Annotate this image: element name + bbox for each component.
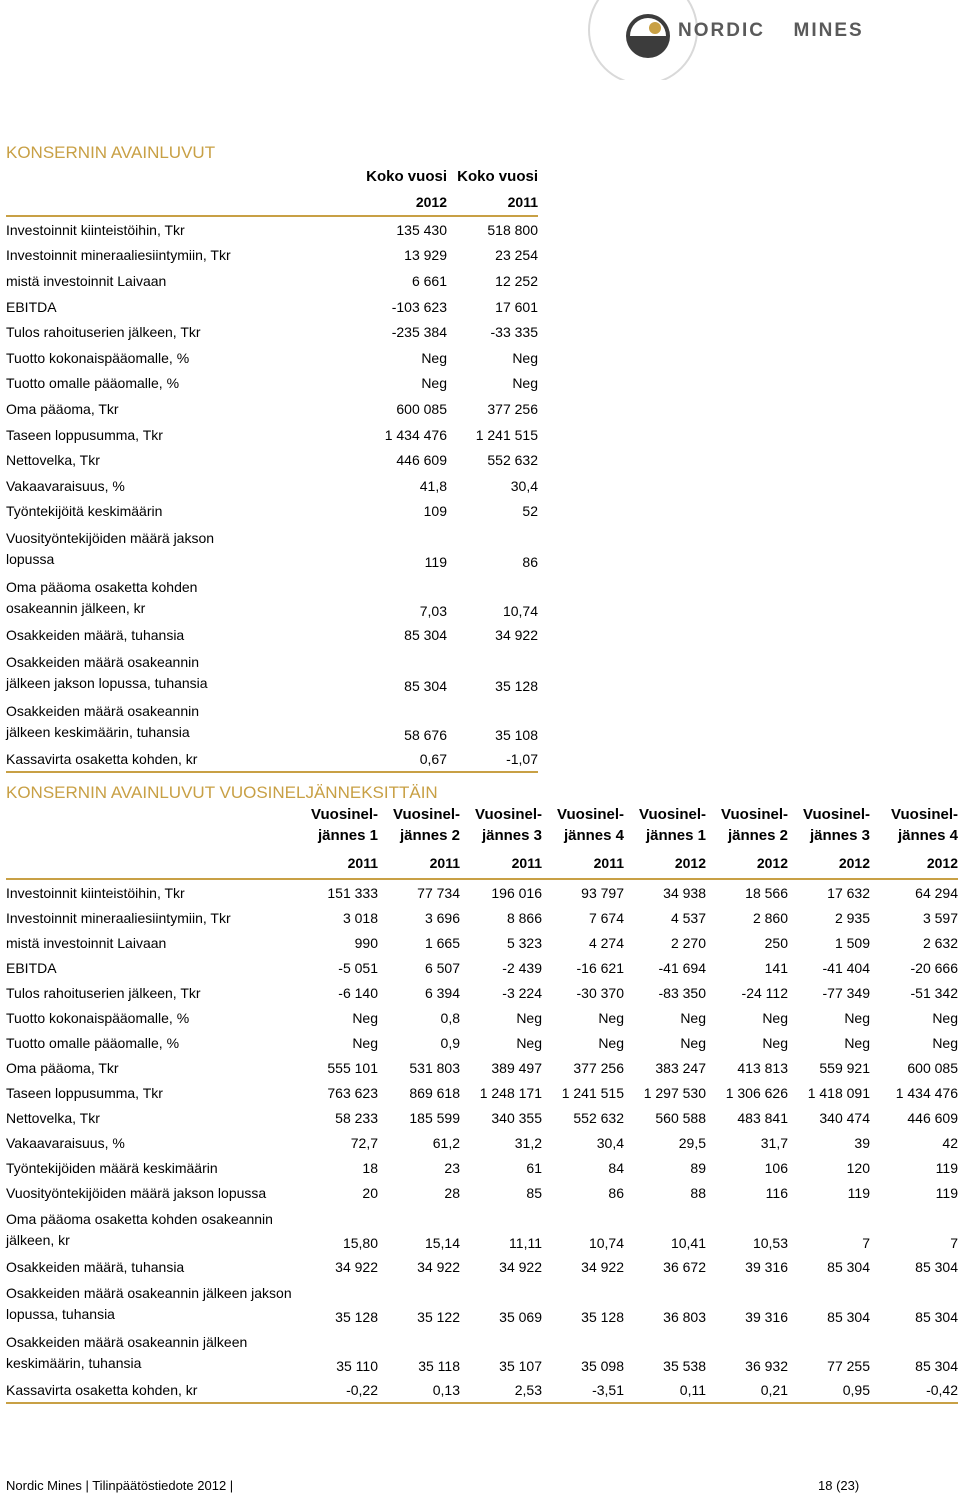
row-label: Osakkeiden määrä osakeannin jälkeen keskimäärin, tuhansia (6, 1334, 248, 1371)
cell-value: 86 (608, 1184, 624, 1201)
cell-value: Neg (598, 1034, 624, 1051)
cell-value: -51 342 (910, 984, 958, 1001)
cell-value: 7 (950, 1235, 958, 1251)
cell-value: 1 241 515 (561, 1084, 624, 1101)
cell-value: Neg (762, 1009, 788, 1026)
cell-value: 446 609 (907, 1109, 958, 1126)
table-row (6, 268, 538, 294)
col-header-year: 2011 (306, 848, 378, 879)
annual-key-figures-table (6, 163, 538, 773)
col-header-line1: Vuosinel- (721, 806, 788, 823)
table-row (6, 746, 538, 773)
row-label: Investoinnit kiinteistöihin, Tkr (6, 884, 185, 901)
cell-value: 29,5 (678, 1134, 706, 1151)
cell-value: 1 509 (834, 934, 870, 951)
cell-value: 17 601 (495, 298, 538, 315)
cell-value: 1 434 476 (384, 426, 447, 443)
row-label: Nettovelka, Tkr (6, 1109, 100, 1126)
col-header-year: 2012 (788, 848, 870, 879)
row-label: Oma pääoma osaketta kohden osakeannin jälkeen, kr (6, 1211, 273, 1248)
table-row (6, 1180, 958, 1205)
cell-value: -16 621 (576, 959, 624, 976)
row-label: Osakkeiden määrä osakeannin jälkeen keskimäärin, tuhansia (6, 702, 200, 740)
table-row (6, 1105, 958, 1130)
col-header-line1: Vuosinel- (557, 806, 624, 823)
cell-value: 8 866 (506, 909, 542, 926)
row-label: Kassavirta osaketta kohden, kr (6, 750, 198, 767)
col-header-year: 2011 (447, 189, 538, 216)
col-header-line2: jännes 2 (727, 827, 788, 844)
row-label: Vakaavaraisuus, % (6, 477, 125, 494)
table-row (6, 1130, 958, 1155)
cell-value: -1,07 (447, 746, 538, 773)
footer-left: Nordic Mines | Tilinpäätöstiedote 2012 | (6, 1478, 234, 1493)
cell-value: 3 018 (342, 909, 378, 926)
cell-value: 4 274 (588, 934, 624, 951)
cell-value: 15,14 (424, 1235, 460, 1251)
cell-value: 552 632 (487, 452, 538, 469)
cell-value: -235 384 (391, 324, 447, 341)
cell-value: 77 255 (827, 1358, 870, 1374)
row-label: Investoinnit mineraaliesiintymiin, Tkr (6, 909, 231, 926)
cell-value: Neg (932, 1009, 958, 1026)
table-row (6, 345, 538, 371)
cell-value: Neg (421, 375, 447, 392)
cell-value: 2 935 (834, 909, 870, 926)
cell-value: 4 537 (670, 909, 706, 926)
cell-value: 11,11 (509, 1235, 542, 1251)
table-row (6, 294, 538, 320)
cell-value: 13 929 (404, 247, 447, 264)
cell-value: 39 316 (745, 1309, 788, 1325)
row-label: Vuosityöntekijöiden määrä jakson lopussa (6, 530, 215, 568)
cell-value: 52 (522, 503, 538, 520)
cell-value: 35 118 (418, 1358, 460, 1374)
cell-value: 34 922 (417, 1258, 460, 1275)
table-row (6, 319, 538, 345)
cell-value: 35 069 (499, 1309, 542, 1325)
cell-value: 0,95 (788, 1377, 870, 1403)
cell-value: -20 666 (910, 959, 958, 976)
cell-value: 35 107 (499, 1358, 542, 1374)
col-header-quarter (306, 804, 378, 848)
cell-value: 6 507 (424, 959, 460, 976)
cell-value: 10,41 (670, 1235, 706, 1251)
cell-value: 35 538 (663, 1358, 706, 1374)
row-label: mistä investoinnit Laivaan (6, 934, 167, 951)
row-label: Tulos rahoituserien jälkeen, Tkr (6, 984, 201, 1001)
table-row (6, 371, 538, 397)
cell-value: 35 110 (336, 1358, 378, 1374)
table-row (6, 622, 538, 648)
cell-value: -30 370 (576, 984, 624, 1001)
row-label: Tuotto kokonaispääomalle, % (6, 1009, 190, 1026)
table-row (6, 1055, 958, 1080)
row-label: Tuotto omalle pääomalle, % (6, 375, 180, 392)
table-row (6, 1377, 958, 1403)
cell-value: 600 085 (907, 1059, 958, 1076)
cell-value: 42 (942, 1134, 958, 1151)
cell-value: 0,11 (624, 1377, 706, 1403)
cell-value: 84 (608, 1159, 624, 1176)
cell-value: Neg (352, 1009, 378, 1026)
cell-value: 93 797 (581, 884, 624, 901)
cell-value: 61,2 (432, 1134, 460, 1151)
cell-value: 116 (765, 1184, 788, 1201)
row-label: Oma pääoma osaketta kohden osakeannin jälkeen, kr (6, 579, 198, 617)
cell-value: 1 297 530 (643, 1084, 706, 1101)
cell-value: 1 665 (424, 934, 460, 951)
cell-value: 377 256 (487, 400, 538, 417)
col-header-year: 2012 (624, 848, 706, 879)
cell-value: Neg (421, 349, 447, 366)
cell-value: Neg (512, 375, 538, 392)
cell-value: 185 599 (409, 1109, 460, 1126)
col-header-line2: jännes 3 (481, 827, 542, 844)
col-header-quarter (624, 804, 706, 848)
col-header-period: Koko vuosi (366, 167, 447, 185)
cell-value: Neg (680, 1009, 706, 1026)
cell-value: 39 316 (745, 1258, 788, 1275)
cell-value: 119 (424, 554, 447, 571)
table-row (6, 648, 538, 697)
cell-value: 990 (354, 934, 378, 951)
cell-value: 555 101 (327, 1059, 378, 1076)
cell-value: Neg (680, 1034, 706, 1051)
cell-value: 36 672 (663, 1258, 706, 1275)
cell-value: Neg (932, 1034, 958, 1051)
col-header-quarter (706, 804, 788, 848)
cell-value: Neg (516, 1034, 542, 1051)
cell-value: 7 674 (588, 909, 624, 926)
cell-value: 389 497 (491, 1059, 542, 1076)
col-header-line2: jännes 1 (317, 827, 378, 844)
row-label: Vuosityöntekijöiden määrä jakson lopussa (6, 1184, 267, 1201)
cell-value: 85 (526, 1184, 542, 1201)
logo-word-1: NORDIC (678, 20, 765, 41)
cell-value: 41,8 (419, 477, 447, 494)
row-label: EBITDA (6, 298, 57, 315)
cell-value: 34 938 (663, 884, 706, 901)
cell-value: -41 404 (822, 959, 870, 976)
cell-value: 106 (764, 1159, 788, 1176)
quarterly-key-figures-table (6, 804, 958, 1404)
row-label: Taseen loppusumma, Tkr (6, 1084, 163, 1101)
cell-value: 340 355 (491, 1109, 542, 1126)
section2-title: KONSERNIN AVAINLUVUT VUOSINELJÄNNEKSITTÄIN (6, 783, 438, 802)
cell-value: 141 (764, 959, 788, 976)
table-row (6, 216, 538, 243)
cell-value: 413 813 (737, 1059, 788, 1076)
footer-page-number: 18 (23) (818, 1478, 860, 1493)
col-header-quarter (870, 804, 958, 848)
cell-value: 531 803 (409, 1059, 460, 1076)
cell-value: -2 439 (502, 959, 542, 976)
cell-value: 6 394 (424, 984, 460, 1001)
col-header-line2: jännes 3 (809, 827, 870, 844)
cell-value: 3 696 (424, 909, 460, 926)
cell-value: 12 252 (495, 272, 538, 289)
cell-value: 3 597 (922, 909, 958, 926)
cell-value: 869 618 (409, 1084, 460, 1101)
row-label: Investoinnit kiinteistöihin, Tkr (6, 221, 185, 238)
table-row (6, 1279, 958, 1328)
cell-value: 72,7 (350, 1134, 378, 1151)
row-label: Oma pääoma, Tkr (6, 1059, 119, 1076)
col-header-year: 2011 (460, 848, 542, 879)
cell-value: 0,13 (378, 1377, 460, 1403)
cell-value: -41 694 (658, 959, 706, 976)
col-header-line2: jännes 2 (399, 827, 460, 844)
cell-value: 30,4 (596, 1134, 624, 1151)
cell-value: 35 128 (495, 677, 538, 694)
table-row (6, 905, 958, 930)
col-header-line1: Vuosinel- (639, 806, 706, 823)
cell-value: 0,9 (440, 1034, 460, 1051)
cell-value: 18 (362, 1159, 378, 1176)
table-row (6, 955, 958, 980)
cell-value: 2 270 (670, 934, 706, 951)
cell-value: 85 304 (915, 1309, 958, 1325)
cell-value: 340 474 (819, 1109, 870, 1126)
cell-value: 1 418 091 (807, 1084, 870, 1101)
cell-value: 35 122 (417, 1309, 460, 1325)
cell-value: 2 860 (752, 909, 788, 926)
cell-value: 28 (444, 1184, 460, 1201)
row-label: Osakkeiden määrä, tuhansia (6, 1258, 185, 1275)
table-row (6, 697, 538, 746)
col-header-quarter (542, 804, 624, 848)
table-row (6, 573, 538, 622)
cell-value: 85 304 (915, 1358, 958, 1374)
cell-value: 34 922 (581, 1258, 624, 1275)
cell-value: 18 566 (745, 884, 788, 901)
cell-value: 119 (935, 1159, 958, 1176)
row-label: Työntekijöitä keskimäärin (6, 503, 163, 520)
col-header-line1: Vuosinel- (311, 806, 378, 823)
col-header-year: 2011 (542, 848, 624, 879)
cell-value: 77 734 (417, 884, 460, 901)
table-row (6, 1030, 958, 1055)
cell-value: 31,7 (760, 1134, 788, 1151)
row-label: EBITDA (6, 959, 57, 976)
cell-value: 34 922 (499, 1258, 542, 1275)
logo-word-2: MINES (793, 20, 864, 41)
table-row (6, 396, 538, 422)
cell-value: 89 (690, 1159, 706, 1176)
row-label: Oma pääoma, Tkr (6, 400, 119, 417)
cell-value: 88 (690, 1184, 706, 1201)
row-label: Tuotto kokonaispääomalle, % (6, 349, 190, 366)
cell-value: 34 922 (335, 1258, 378, 1275)
row-label: Investoinnit mineraaliesiintymiin, Tkr (6, 247, 231, 264)
cell-value: -0,42 (870, 1377, 958, 1403)
cell-value: 58 233 (335, 1109, 378, 1126)
row-label: Osakkeiden määrä, tuhansia (6, 626, 185, 643)
cell-value: 35 128 (581, 1309, 624, 1325)
cell-value: Neg (844, 1009, 870, 1026)
col-header-quarter (460, 804, 542, 848)
cell-value: -3,51 (542, 1377, 624, 1403)
table-row (6, 1080, 958, 1105)
table-row (6, 1254, 958, 1279)
cell-value: -77 349 (822, 984, 870, 1001)
cell-value: Neg (762, 1034, 788, 1051)
cell-value: 119 (847, 1184, 870, 1201)
cell-value: Neg (844, 1034, 870, 1051)
row-label: Tuotto omalle pääomalle, % (6, 1034, 180, 1051)
cell-value: 85 304 (827, 1258, 870, 1275)
table-row (6, 980, 958, 1005)
cell-value: 58 676 (404, 726, 447, 743)
col-header-line1: Vuosinel- (475, 806, 542, 823)
cell-value: 10,53 (752, 1235, 788, 1251)
row-label: Osakkeiden määrä osakeannin jälkeen jakson lopussa, tuhansia (6, 1285, 292, 1322)
cell-value: 151 333 (327, 884, 378, 901)
cell-value: 7 (862, 1235, 870, 1251)
cell-value: 35 098 (581, 1358, 624, 1374)
cell-value: 560 588 (655, 1109, 706, 1126)
cell-value: Neg (512, 349, 538, 366)
cell-value: 64 294 (915, 884, 958, 901)
cell-value: 196 016 (491, 884, 542, 901)
cell-value: 763 623 (327, 1084, 378, 1101)
col-header-line2: jännes 4 (563, 827, 624, 844)
cell-value: 0,21 (706, 1377, 788, 1403)
table-row (6, 1155, 958, 1180)
cell-value: 1 434 476 (895, 1084, 958, 1101)
table-row (6, 243, 538, 269)
cell-value: 0,8 (440, 1009, 460, 1026)
cell-value: 2,53 (460, 1377, 542, 1403)
cell-value: 39 (854, 1134, 870, 1151)
cell-value: 1 248 171 (479, 1084, 542, 1101)
cell-value: Neg (598, 1009, 624, 1026)
row-label: Kassavirta osaketta kohden, kr (6, 1381, 198, 1398)
cell-value: 383 247 (655, 1059, 706, 1076)
cell-value: 552 632 (573, 1109, 624, 1126)
cell-value: 36 803 (663, 1309, 706, 1325)
col-header-line1: Vuosinel- (891, 806, 958, 823)
table-row (6, 1005, 958, 1030)
cell-value: -103 623 (391, 298, 447, 315)
cell-value: 109 (423, 503, 447, 520)
col-header-quarter (788, 804, 870, 848)
cell-value: 135 430 (396, 221, 447, 238)
cell-value: 34 922 (495, 626, 538, 643)
cell-value: 0,67 (362, 746, 447, 773)
cell-value: -24 112 (741, 984, 788, 1001)
cell-value: 35 128 (335, 1309, 378, 1325)
row-label: Nettovelka, Tkr (6, 452, 100, 469)
cell-value: 10,74 (502, 603, 538, 620)
col-header-line1: Vuosinel- (393, 806, 460, 823)
table-row (6, 499, 538, 525)
cell-value: Neg (516, 1009, 542, 1026)
cell-value: 85 304 (827, 1309, 870, 1325)
table-row (6, 930, 958, 955)
row-label: Työntekijöiden määrä keskimäärin (6, 1159, 218, 1176)
table-row (6, 524, 538, 573)
table-row (6, 447, 538, 473)
cell-value: 5 323 (506, 934, 542, 951)
cell-value: Neg (352, 1034, 378, 1051)
col-header-quarter (378, 804, 460, 848)
cell-value: -5 051 (338, 959, 378, 976)
cell-value: 483 841 (737, 1109, 788, 1126)
cell-value: -3 224 (502, 984, 542, 1001)
cell-value: 17 632 (827, 884, 870, 901)
cell-value: 10,74 (588, 1235, 624, 1251)
cell-value: 30,4 (510, 477, 538, 494)
cell-value: 23 254 (495, 247, 538, 264)
col-header-period: Koko vuosi (457, 167, 538, 185)
cell-value: 85 304 (404, 626, 447, 643)
col-header-year: 2012 (870, 848, 958, 879)
cell-value: 1 306 626 (725, 1084, 788, 1101)
cell-value: 119 (935, 1184, 958, 1201)
col-header-line2: jännes 4 (897, 827, 958, 844)
cell-value: -0,22 (306, 1377, 378, 1403)
table-row (6, 1328, 958, 1377)
cell-value: 23 (444, 1159, 460, 1176)
table-row (6, 422, 538, 448)
logo-wordmark (678, 20, 864, 42)
cell-value: 85 304 (404, 677, 447, 694)
cell-value: 7,03 (419, 603, 447, 620)
cell-value: 518 800 (487, 221, 538, 238)
table-row (6, 473, 538, 499)
cell-value: 85 304 (915, 1258, 958, 1275)
cell-value: 31,2 (514, 1134, 542, 1151)
row-label: Taseen loppusumma, Tkr (6, 426, 163, 443)
cell-value: 559 921 (819, 1059, 870, 1076)
row-label: Osakkeiden määrä osakeannin jälkeen jakson lopussa, tuhansia (6, 653, 208, 691)
col-header-year: 2012 (362, 189, 447, 216)
col-header-line1: Vuosinel- (803, 806, 870, 823)
cell-value: 250 (764, 934, 788, 951)
table-row (6, 1205, 958, 1254)
col-header-year: 2012 (706, 848, 788, 879)
cell-value: 86 (522, 554, 538, 571)
cell-value: -6 140 (338, 984, 378, 1001)
cell-value: 377 256 (573, 1059, 624, 1076)
cell-value: 35 108 (495, 726, 538, 743)
cell-value: 2 632 (922, 934, 958, 951)
cell-value: 120 (846, 1159, 870, 1176)
cell-value: -33 335 (490, 324, 538, 341)
cell-value: 600 085 (396, 400, 447, 417)
cell-value: 15,80 (342, 1235, 378, 1251)
cell-value: 446 609 (396, 452, 447, 469)
table-row (6, 879, 958, 905)
cell-value: 20 (362, 1184, 378, 1201)
cell-value: 36 932 (745, 1358, 788, 1374)
section1-title: KONSERNIN AVAINLUVUT (6, 143, 216, 162)
row-label: mistä investoinnit Laivaan (6, 272, 167, 289)
row-label: Vakaavaraisuus, % (6, 1134, 125, 1151)
cell-value: 6 661 (411, 272, 447, 289)
col-header-line2: jännes 1 (645, 827, 706, 844)
row-label: Tulos rahoituserien jälkeen, Tkr (6, 324, 201, 341)
cell-value: 61 (526, 1159, 542, 1176)
cell-value: 1 241 515 (475, 426, 538, 443)
cell-value: -83 350 (658, 984, 706, 1001)
col-header-year: 2011 (378, 848, 460, 879)
